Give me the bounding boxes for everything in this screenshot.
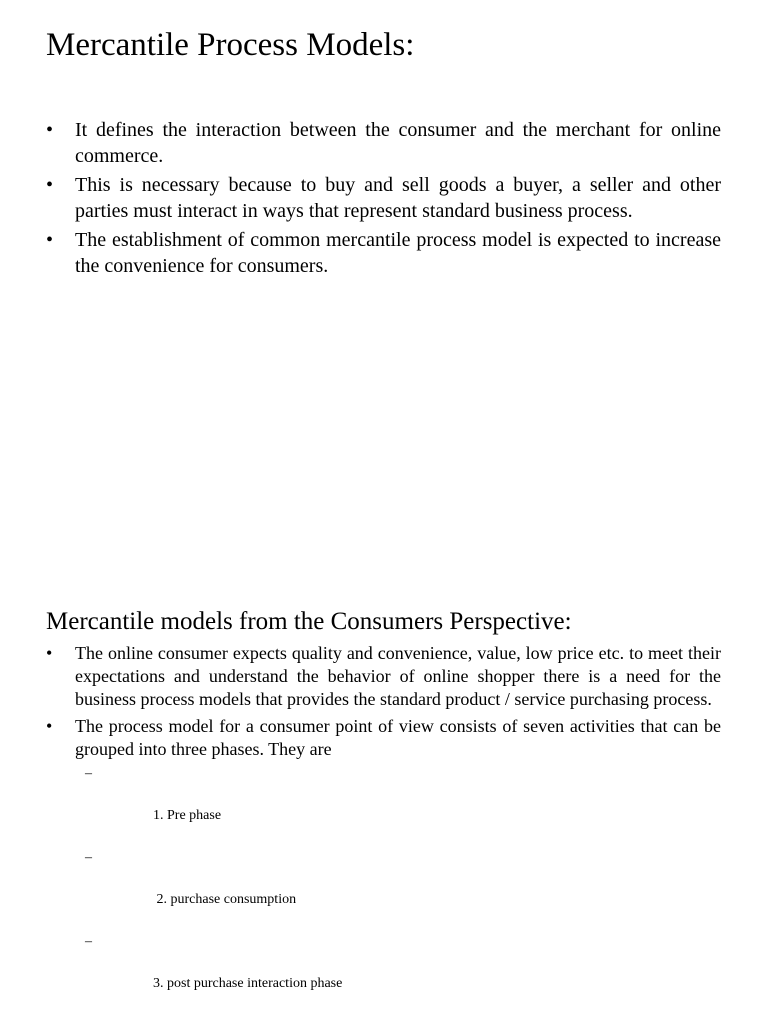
bullet-text: It defines the interaction between the consumer and the merchant for online commerce. [75, 119, 721, 167]
dash-icon: – [85, 934, 92, 949]
list-item [46, 117, 721, 169]
list-item [46, 715, 721, 1015]
sub-bullet-text: 3. post purchase interaction phase [153, 976, 343, 991]
bullet-text: This is necessary because to buy and sell goods a buyer, a seller and other parties must interact in ways that represent standard business process. [75, 174, 721, 222]
bullet-icon: • [46, 174, 54, 196]
bullet-list [46, 642, 721, 1019]
list-item [46, 227, 721, 279]
sub-bullet-text: 1. Pre phase [153, 808, 222, 823]
bullet-icon: • [46, 229, 54, 251]
bullet-text: The online consumer expects quality and convenience, value, low price etc. to meet their expectations and understand the behavior of online shopper there is a need for the business process models that provides the standard product / service purchasing process. [75, 643, 721, 709]
bullet-icon: • [46, 716, 53, 736]
page-title: Mercantile Process Models: [46, 27, 415, 63]
bullet-list [46, 117, 721, 282]
bullet-text: The establishment of common mercantile process model is expected to increase the convenience for consumers. [75, 229, 721, 277]
bullet-icon: • [46, 643, 53, 663]
list-item [46, 172, 721, 224]
sub-bullet-list [75, 763, 721, 1015]
dash-icon: – [85, 850, 92, 865]
sub-list-item [85, 847, 721, 931]
list-item [46, 642, 721, 711]
bullet-text: The process model for a consumer point of view consists of seven activities that can be grouped into three phases. They are [75, 716, 721, 759]
sub-bullet-text: 2. purchase consumption [153, 892, 297, 907]
section-title: Mercantile models from the Consumers Perspective: [46, 608, 572, 635]
dash-icon: – [85, 766, 92, 781]
sub-list-item [85, 763, 721, 847]
sub-list-item [85, 931, 721, 1015]
bullet-icon: • [46, 119, 54, 141]
